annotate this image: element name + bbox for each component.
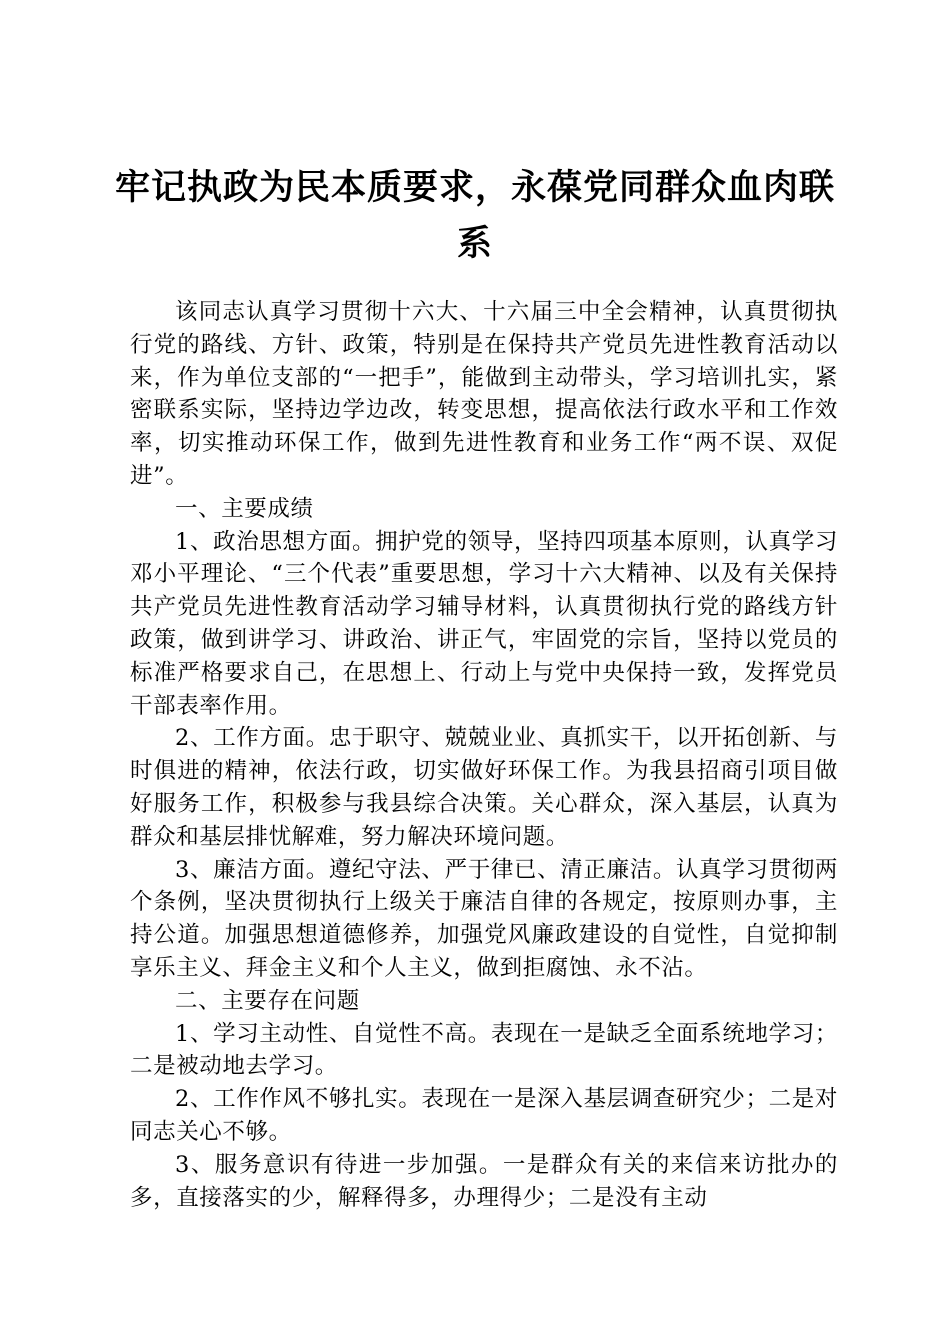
paragraph-problem-workstyle: 2、工作作风不够扎实。表现在一是深入基层调查研究少；二是对同志关心不够。 (130, 1086, 838, 1145)
document-title: 牢记执政为民本质要求，永葆党同群众血肉联系 (114, 167, 835, 264)
section-heading-problems: 二、主要存在问题 (175, 987, 360, 1014)
section-heading-achievements: 一、主要成绩 (175, 495, 314, 522)
paragraph-intro: 该同志认真学习贯彻十六大、十六届三中全会精神，认真贯彻执行党的路线、方针、政策，特别是在保持共产党员先进性教育活动以来，作为单位支部的“一把手”，能做到主动带头，学习培训扎实，紧密联系实际，坚持边学边改，转变思想，提高依法行政水平和工作效率，切实推动环保工作，做到先进性教育和业务工作“两不误、双促进”。 (130, 299, 838, 489)
document-body (130, 296, 838, 1214)
paragraph-integrity: 3、廉洁方面。遵纪守法、严于律已、清正廉洁。认真学习贯彻两个条例，坚决贯彻执行上级关于廉洁自律的各规定，按原则办事，主持公道。加强思想道德修养，加强党风廉政建设的自觉性，自觉抑制享乐主义、拜金主义和个人主义，做到拒腐蚀、永不沾。 (130, 856, 838, 981)
paragraph-work: 2、工作方面。忠于职守、兢兢业业、真抓实干，以开拓创新、与时俱进的精神，依法行政，切实做好环保工作。为我县招商引项目做好服务工作，积极参与我县综合决策。关心群众，深入基层，认真为群众和基层排忧解难，努力解决环境问题。 (130, 725, 838, 850)
paragraph-political: 1、政治思想方面。拥护党的领导，坚持四项基本原则，认真学习邓小平理论、“三个代表”重要思想，学习十六大精神、以及有关保持共产党员先进性教育活动学习辅导材料，认真贯彻执行党的路线方针政策，做到讲学习、讲政治、讲正气，牢固党的宗旨，坚持以党员的标准严格要求自己，在思想上、行动上与党中央保持一致，发挥党员干部表率作用。 (130, 528, 838, 719)
paragraph-problem-study: 1、学习主动性、自觉性不高。表现在一是缺乏全面系统地学习；二是被动地去学习。 (130, 1020, 838, 1080)
paragraph-problem-service: 3、服务意识有待进一步加强。一是群众有关的来信来访批办的多，直接落实的少，解释得多，办理得少；二是没有主动 (130, 1151, 838, 1211)
